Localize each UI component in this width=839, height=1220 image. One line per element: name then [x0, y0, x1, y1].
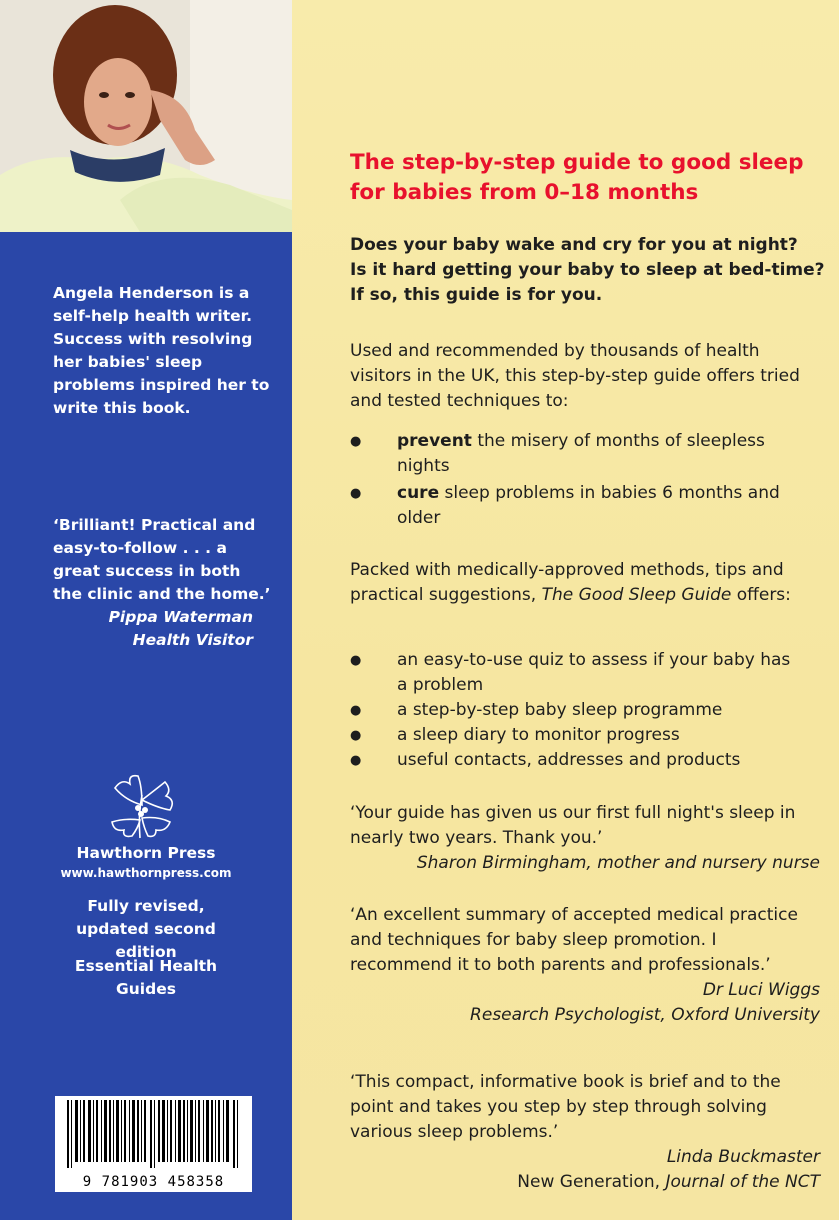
offers-text-end: offers: — [731, 585, 791, 605]
publication-prefix: New Generation, — [517, 1172, 666, 1192]
headline: The step-by-step guide to good sleep for babies from 0–18 months — [350, 150, 804, 205]
hawthorn-leaf-logo-icon — [100, 760, 180, 840]
book-title: The Good Sleep Guide — [541, 585, 732, 605]
offers-paragraph — [350, 558, 820, 608]
isbn-number: 9 781903 458358 — [82, 1174, 225, 1190]
barcode-bars-icon — [55, 1096, 252, 1168]
list-item: ● a sleep diary to monitor progress — [350, 723, 800, 748]
author-bio: Angela Henderson is a self-help health writer. Success with resolving her babies' sleep problems inspired her to write this book. — [53, 284, 270, 417]
list-item-text: sleep problems in babies 6 months and older — [397, 483, 780, 528]
list-item — [350, 429, 800, 479]
intro-paragraph: Used and recommended by thousands of health visitors in the UK, this step-by-step guide offers tried and tested techniques to: — [350, 341, 800, 411]
question-line: Does your baby wake and cry for you at night? — [350, 235, 798, 255]
testimonial — [350, 801, 820, 876]
edition-note — [0, 895, 292, 964]
endorsement-author: Pippa Waterman — [108, 608, 253, 626]
testimonial-text: ‘Your guide has given us our first full night's sleep in nearly two years. Thank you.’ — [350, 803, 796, 848]
publisher-website[interactable]: www.hawthornpress.com — [60, 866, 232, 880]
left-panel — [0, 0, 292, 1220]
author-portrait-image — [0, 0, 292, 232]
list-item — [350, 481, 800, 531]
offers-text: Packed with medically-approved methods, tips and practical suggestions, — [350, 560, 784, 605]
question-line: If so, this guide is for you. — [350, 285, 603, 305]
right-panel — [292, 0, 839, 1220]
testimonial — [350, 903, 820, 1028]
list-item-text: the misery of months of sleepless nights — [397, 431, 765, 476]
list-item: ● useful contacts, addresses and products — [350, 748, 800, 773]
endorsement-role: Health Visitor — [132, 631, 253, 649]
endorsement-quote — [53, 514, 273, 652]
testimonial-publication — [350, 1170, 820, 1195]
series-text: Essential Health Guides — [74, 957, 218, 998]
testimonial — [350, 1070, 820, 1195]
question-block — [350, 233, 830, 308]
features-list — [350, 648, 800, 773]
list-item: ● a step-by-step baby sleep programme — [350, 698, 800, 723]
publication-title: Journal of the NCT — [665, 1172, 820, 1192]
author-photo — [0, 0, 292, 232]
testimonial-author: Linda Buckmaster — [666, 1147, 820, 1167]
endorsement-text: ‘Brilliant! Practical and easy-to-follow . . . a great success in both the clinic and the home.’ — [53, 516, 271, 603]
technique-list — [350, 429, 800, 533]
testimonial-author: Dr Luci Wiggs — [702, 980, 820, 1000]
question-line: Is it hard getting your baby to sleep at bed-time? — [350, 260, 825, 280]
isbn-barcode — [55, 1096, 252, 1192]
list-item-keyword: prevent — [397, 431, 472, 451]
testimonial-text: ‘This compact, informative book is brief and to the point and takes you step by step through solving various sleep problems.’ — [350, 1072, 781, 1142]
list-item-keyword: cure — [397, 483, 440, 503]
testimonial-role: Research Psychologist, Oxford University — [470, 1005, 820, 1025]
testimonial-text: ‘An excellent summary of accepted medical practice and techniques for baby sleep promotion. I recommend it to both parents and professionals.’ — [350, 905, 798, 975]
list-item: ● an easy-to-use quiz to assess if your baby has a problem — [350, 648, 800, 698]
edition-text: Fully revised, updated second edition — [76, 897, 216, 961]
testimonial-author: Sharon Birmingham, mother and nursery nurse — [416, 853, 820, 873]
series-name — [0, 955, 292, 1001]
publisher-name: Hawthorn Press — [76, 844, 216, 862]
